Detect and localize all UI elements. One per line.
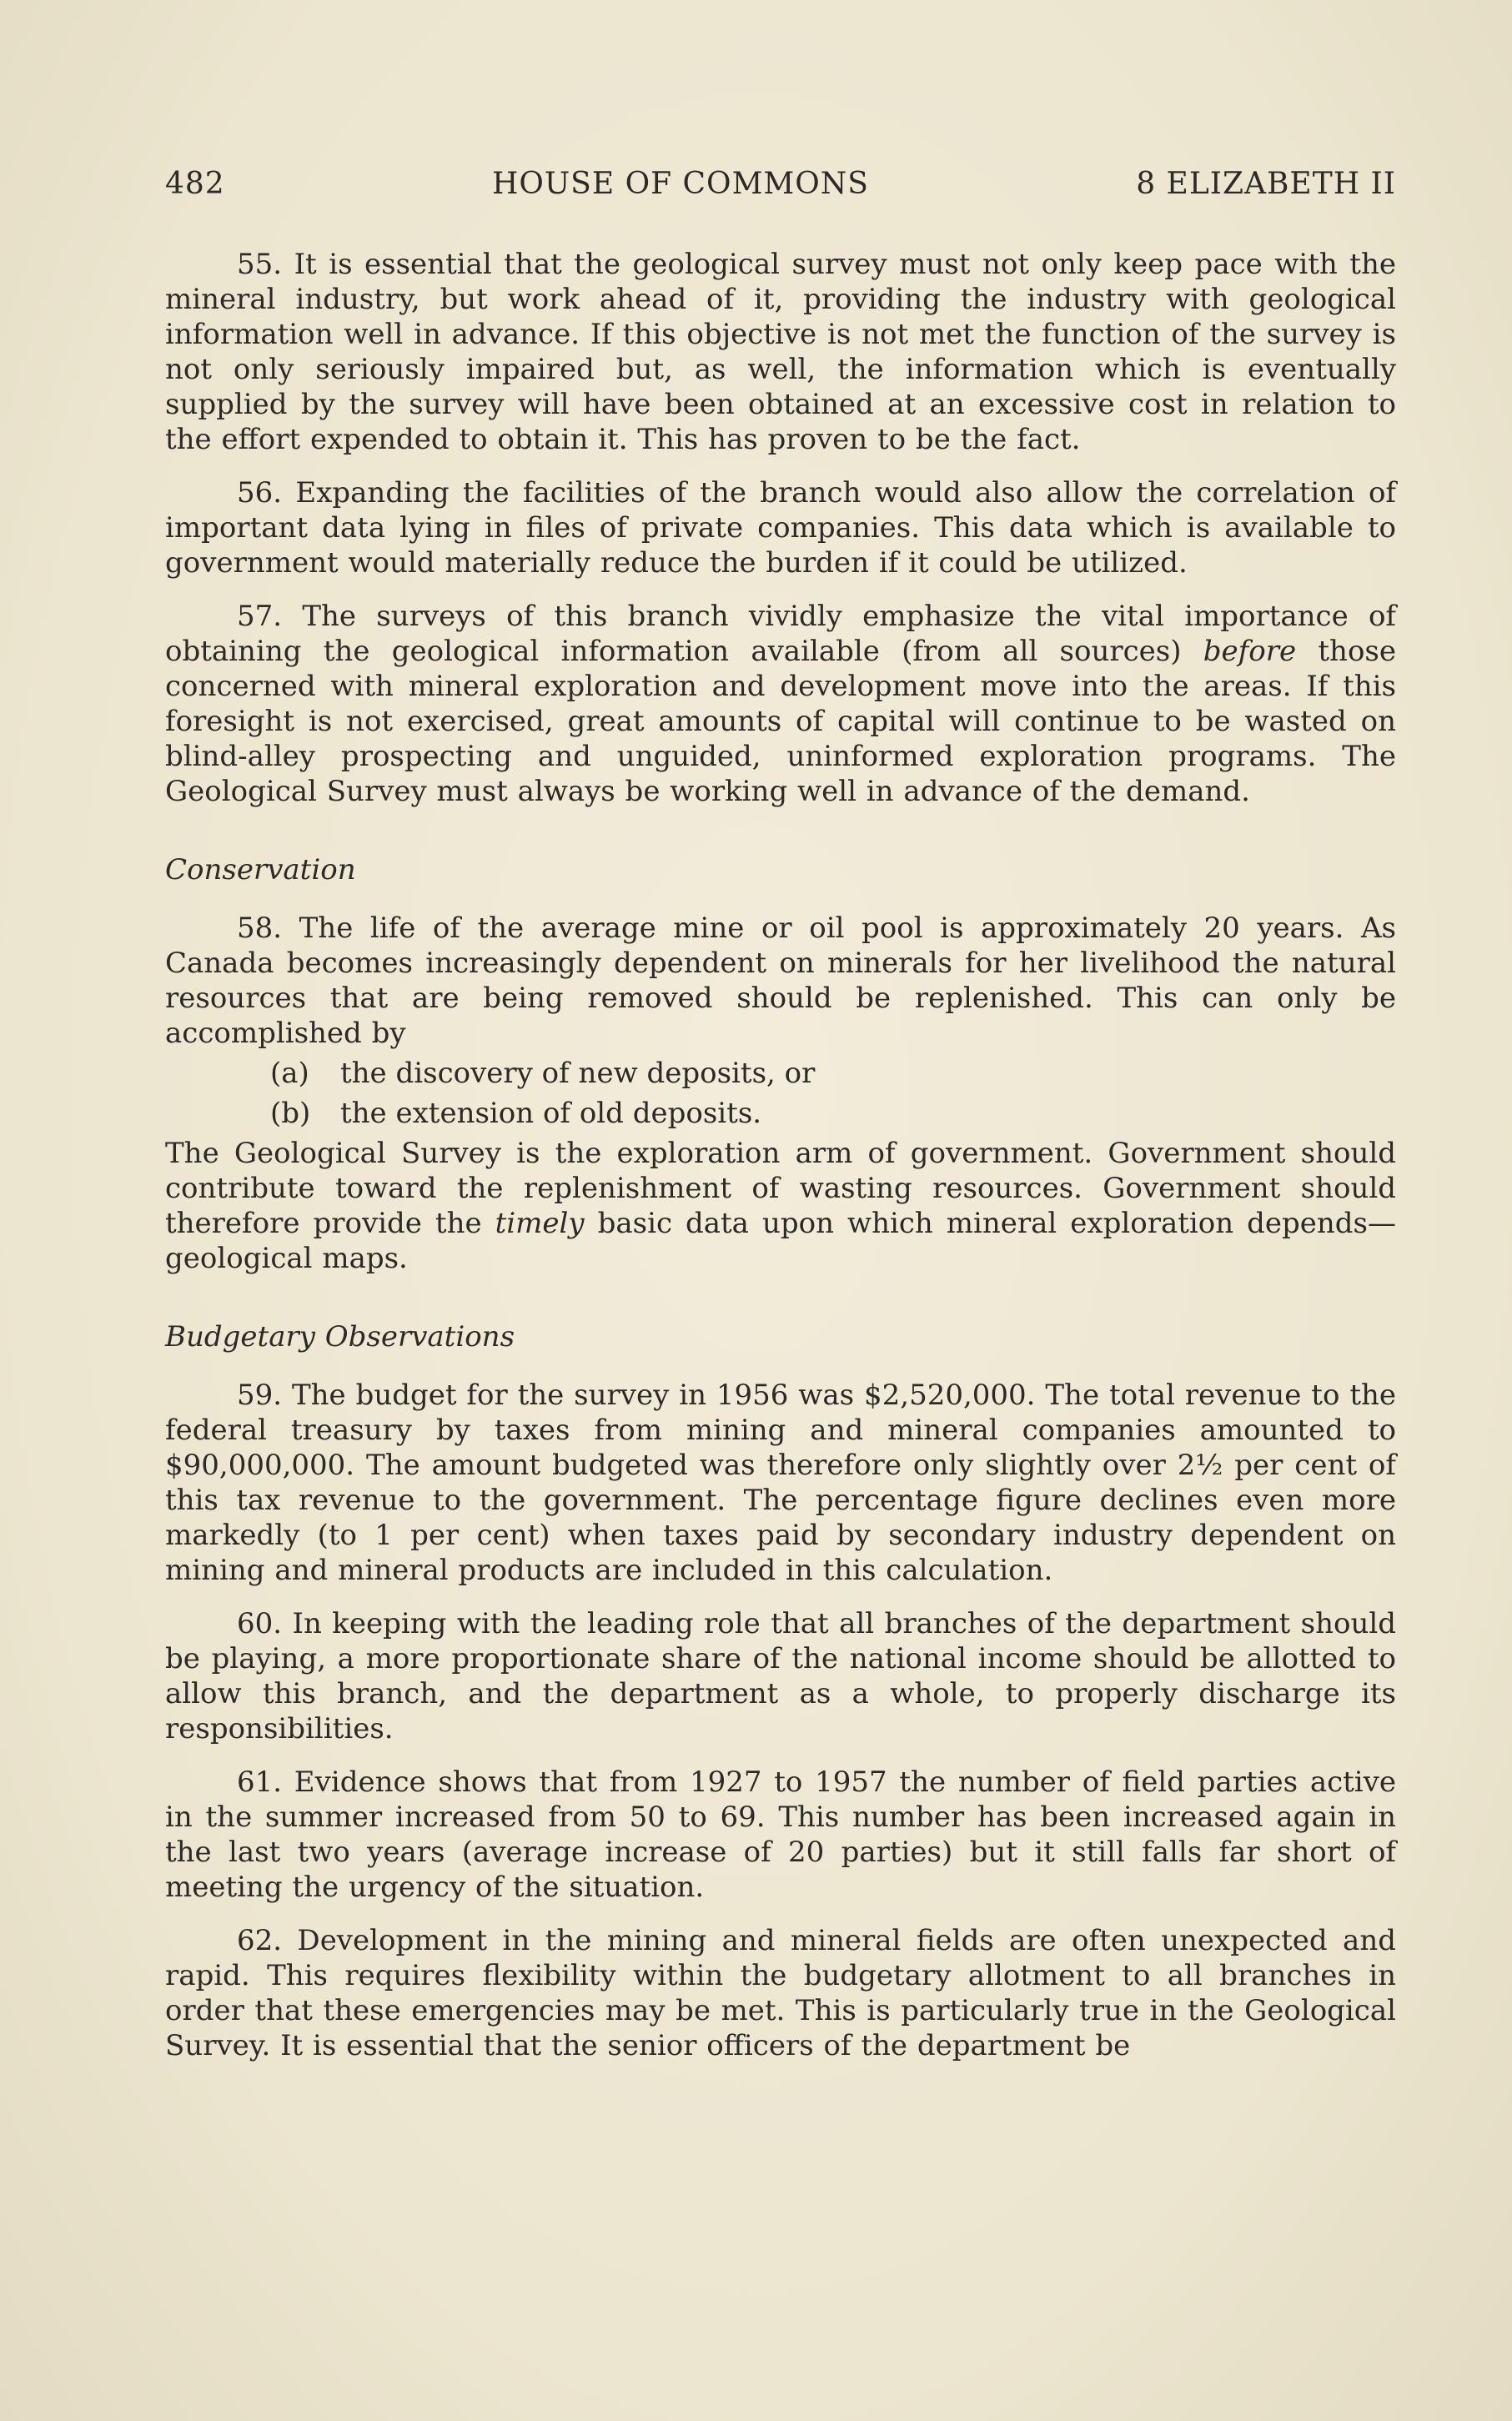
list-item-text: the extension of old deposits. bbox=[340, 1097, 762, 1130]
page-content bbox=[165, 167, 1396, 2082]
paragraph-58-conclusion bbox=[165, 1136, 1396, 1276]
list-marker: (a) bbox=[270, 1057, 309, 1090]
paragraph-57-emphasis: before bbox=[1203, 635, 1297, 668]
paragraph-55: 55. It is essential that the geological survey must not only keep pace with the mineral industry, but work ahead of it, providing the industry with geological information well in advance. If this objective is not met the function of the survey is not only seriously impaired but, as well, the information which is eventually supplied by the survey will have been obtained at an excessive cost in relation to the effort expended to obtain it. This has proven to be the fact. bbox=[165, 248, 1396, 456]
paragraph-61: 61. Evidence shows that from 1927 to 1957 the number of field parties active in the summer increased from 50 to 69. This number has been increased again in the last two years (average increase of 20 parties) but it still falls far short of meeting the urgency of the situation. bbox=[165, 1766, 1396, 1904]
running-header bbox=[165, 167, 1396, 203]
paragraph-57 bbox=[165, 599, 1396, 809]
paragraph-58-text-after: basic data upon which mineral exploration depends—geological maps. bbox=[165, 1207, 1397, 1275]
paragraph-58-intro: 58. The life of the average mine or oil pool is approximately 20 years. As Canada becomes increasingly dependent on minerals for her livelihood the natural resources that are being removed should be replenished. This can only be accomplished by bbox=[165, 912, 1396, 1050]
paragraph-58-list bbox=[165, 1056, 1396, 1131]
list-item-text: the discovery of new deposits, or bbox=[340, 1057, 816, 1090]
list-item bbox=[270, 1096, 1396, 1131]
section-heading-conservation: Conservation bbox=[165, 853, 356, 887]
header-session: 8 ELIZABETH II bbox=[1136, 167, 1396, 201]
paragraph-57-text-before: 57. The surveys of this branch vividly emphasize the vital importance of obtaining the geological information available (from all sources) bbox=[165, 600, 1396, 668]
header-title: HOUSE OF COMMONS bbox=[491, 167, 869, 201]
paragraph-58-emphasis: timely bbox=[495, 1207, 585, 1240]
paragraph-57-text-after: those concerned with mineral exploration and development move into the areas. If this foresight is not exercised, great amounts of capital will continue to be wasted on blind-alley prospecting and unguided, uninformed exploration programs. The Geological Survey must always be working well in advance of the demand. bbox=[165, 635, 1396, 808]
list-marker: (b) bbox=[270, 1097, 311, 1130]
list-item bbox=[270, 1056, 1396, 1091]
paragraph-56: 56. Expanding the facilities of the branch would also allow the correlation of important data lying in files of private companies. This data which is available to government would materially reduce the burden if it could be utilized. bbox=[165, 476, 1396, 580]
paragraph-60: 60. In keeping with the leading role that all branches of the department should be playing, a more proportionate share of the national income should be allotted to allow this branch, and the department as a whole, to properly discharge its responsibilities. bbox=[165, 1607, 1396, 1745]
section-heading-budgetary: Budgetary Observations bbox=[165, 1320, 515, 1354]
page-number: 482 bbox=[165, 167, 225, 201]
paragraph-58-text-before: The Geological Survey is the exploration arm of government. Government should contribute toward the replenishment of wasting resources. Government should therefore provide the bbox=[165, 1137, 1396, 1240]
paragraph-59: 59. The budget for the survey in 1956 was $2,520,000. The total revenue to the federal treasury by taxes from mining and mineral companies amounted to $90,000,000. The amount budgeted was therefore only slightly over 2½ per cent of this tax revenue to the government. The percentage figure declines even more markedly (to 1 per cent) when taxes paid by secondary industry dependent on mining and mineral products are included in this calculation. bbox=[165, 1379, 1396, 1587]
paragraph-62: 62. Development in the mining and mineral fields are often unexpected and rapid. This requires flexibility within the budgetary allotment to all branches in order that these emergencies may be met. This is particularly true in the Geological Survey. It is essential that the senior officers of the department be bbox=[165, 1924, 1396, 2062]
